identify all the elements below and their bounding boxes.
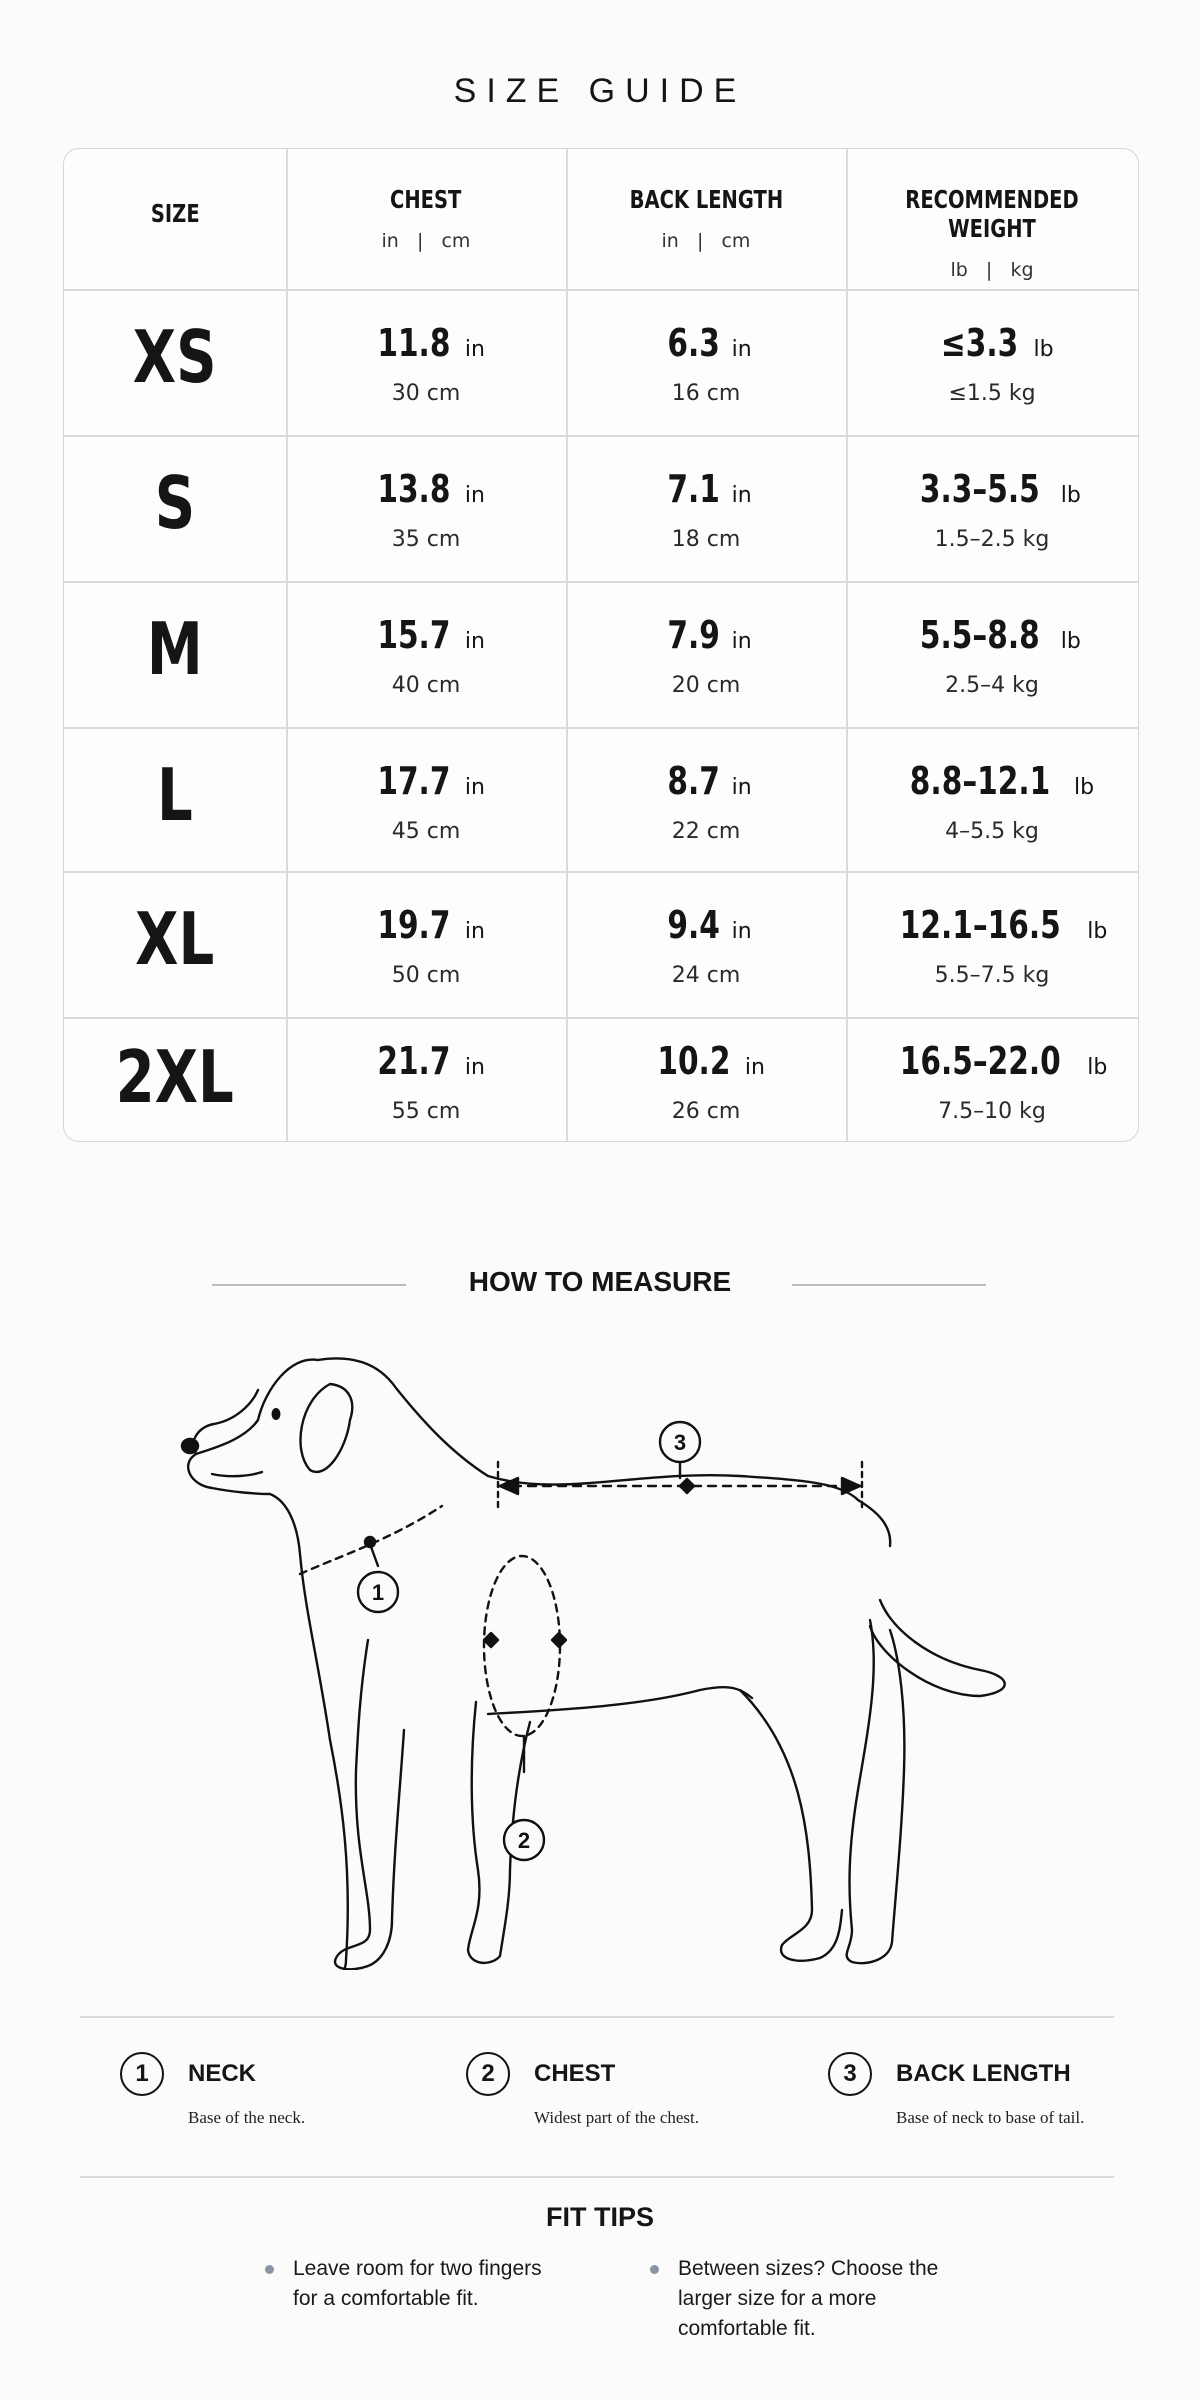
bullet-icon (650, 2265, 659, 2274)
weight-kg: 1.5–2.5 kg (934, 527, 1050, 552)
back-cell (566, 759, 846, 844)
back-cm: 20 cm (671, 673, 741, 698)
size-label: XS (133, 315, 217, 399)
unit: lb (1087, 919, 1108, 944)
row-divider (64, 871, 1138, 873)
chest-cell (286, 759, 566, 844)
unit: lb (1060, 629, 1081, 654)
fit-tip-line: for a comfortable fit. (293, 2287, 479, 2310)
chest-cell (286, 903, 566, 988)
dog-front-leg (335, 1640, 404, 1969)
dog-belly (488, 1687, 752, 1714)
back-cm: 22 cm (671, 819, 741, 844)
unit: lb (1087, 1055, 1108, 1080)
weight-cell (846, 759, 1138, 844)
size-label: 2XL (115, 1035, 235, 1119)
row-divider (64, 727, 1138, 729)
back-in: 6.3 (667, 321, 721, 365)
chest-cm: 40 cm (391, 673, 461, 698)
back-cell (566, 903, 846, 988)
unit: in (464, 919, 485, 944)
back-in: 8.7 (667, 759, 721, 803)
weight-lb: ≤3.3 (941, 321, 1019, 365)
legend-description: Widest part of the chest. (534, 2108, 700, 2127)
legend-number: 1 (120, 2052, 164, 2096)
chest-cell (286, 1039, 566, 1124)
back-cm: 18 cm (671, 527, 741, 552)
weight-kg: ≤1.5 kg (948, 381, 1036, 406)
unit: in (731, 337, 752, 362)
header-weight-label: RECOMMENDED WEIGHT (905, 185, 1079, 243)
weight-lb: 12.1–16.5 (899, 903, 1061, 947)
fit-tip (293, 2254, 542, 2314)
size-label: XL (135, 897, 215, 981)
unit: in (464, 483, 485, 508)
header-size (64, 199, 286, 228)
back-in: 10.2 (657, 1039, 731, 1083)
page-title: SIZE GUIDE (453, 72, 747, 110)
svg-text:3: 3 (673, 1430, 687, 1455)
legend-number: 2 (466, 2052, 510, 2096)
weight-kg: 4–5.5 kg (945, 819, 1039, 844)
header-back-length (566, 185, 846, 252)
weight-cell (846, 467, 1138, 552)
unit: lb (1060, 483, 1081, 508)
header-chest (286, 185, 566, 252)
back-cm: 26 cm (671, 1099, 741, 1124)
svg-text:2: 2 (517, 1828, 531, 1853)
chest-in: 21.7 (377, 1039, 451, 1083)
dog-measure-diagram (0, 1330, 1200, 1970)
chest-cell (286, 467, 566, 552)
fit-tip-line: Between sizes? Choose the (678, 2257, 939, 2280)
fit-tips-title: FIT TIPS (546, 2202, 654, 2232)
unit: lb (1033, 337, 1054, 362)
back-in: 9.4 (667, 903, 721, 947)
unit: in (731, 629, 752, 654)
back-in: 7.9 (667, 613, 721, 657)
unit: in (731, 919, 752, 944)
chest-point-left (484, 1633, 498, 1647)
weight-cell (846, 903, 1138, 988)
size-label: S (154, 461, 196, 545)
back-cell (566, 613, 846, 698)
weight-cell (846, 613, 1138, 698)
chest-cm: 50 cm (391, 963, 461, 988)
chest-cm: 30 cm (391, 381, 461, 406)
weight-lb: 16.5–22.0 (899, 1039, 1061, 1083)
fit-tip-line: comfortable fit. (678, 2317, 816, 2340)
row-divider (64, 289, 1138, 291)
header-size-label: SIZE (150, 199, 200, 228)
marker-1 (358, 1572, 398, 1612)
how-to-measure-title: HOW TO MEASURE (468, 1266, 732, 1297)
marker-3 (660, 1422, 700, 1462)
divider (80, 2176, 1114, 2178)
header-weight-units: lb | kg (950, 259, 1034, 281)
back-cm: 24 cm (671, 963, 741, 988)
chest-in: 17.7 (377, 759, 451, 803)
dog-outline (188, 1360, 348, 1970)
back-cell (566, 321, 846, 406)
unit: lb (1074, 775, 1095, 800)
header-back-length-label: BACK LENGTH (629, 185, 783, 214)
unit: in (731, 775, 752, 800)
chest-in: 15.7 (377, 613, 451, 657)
header-back-length-units: in | cm (661, 230, 751, 252)
dog-nose (182, 1439, 198, 1453)
bullet-icon (265, 2265, 274, 2274)
size-label: M (147, 607, 203, 691)
dog-tail (870, 1600, 1005, 1696)
back-in: 7.1 (667, 467, 721, 511)
dog-hind-leg-back (847, 1620, 905, 1963)
legend-description: Base of neck to base of tail. (896, 2108, 1085, 2127)
chest-cell (286, 613, 566, 698)
chest-in: 13.8 (377, 467, 451, 511)
weight-lb: 3.3–5.5 (920, 467, 1040, 511)
row-divider (64, 435, 1138, 437)
chest-in: 19.7 (377, 903, 451, 947)
chest-point-right (552, 1633, 566, 1647)
fit-tip (678, 2254, 938, 2344)
header-weight (846, 185, 1138, 281)
legend-label: BACK LENGTH (896, 2060, 1071, 2087)
dog-eye (272, 1408, 281, 1420)
weight-cell (846, 1039, 1138, 1124)
size-label: L (157, 753, 193, 837)
back-length-point (680, 1479, 694, 1493)
weight-cell (846, 321, 1138, 406)
chest-cm: 45 cm (391, 819, 461, 844)
weight-kg: 7.5–10 kg (938, 1099, 1046, 1124)
fit-tip-line: larger size for a more (678, 2287, 877, 2310)
unit: in (744, 1055, 765, 1080)
fit-tip-line: Leave room for two fingers (293, 2257, 542, 2280)
chest-measure-ellipse (484, 1556, 560, 1736)
legend-label: CHEST (534, 2060, 616, 2087)
size-table (63, 148, 1139, 1142)
unit: in (464, 775, 485, 800)
divider (80, 2016, 1114, 2018)
marker-2 (504, 1820, 544, 1860)
weight-lb: 8.8–12.1 (909, 759, 1051, 803)
header-chest-label: CHEST (390, 185, 462, 214)
header-chest-units: in | cm (381, 230, 471, 252)
chest-cell (286, 321, 566, 406)
legend-number: 3 (828, 2052, 872, 2096)
weight-kg: 5.5–7.5 kg (934, 963, 1050, 988)
chest-in: 11.8 (377, 321, 451, 365)
dog-mouth (212, 1472, 262, 1476)
chest-cm: 35 cm (391, 527, 461, 552)
unit: in (464, 1055, 485, 1080)
dog-hind-leg (740, 1690, 842, 1961)
unit: in (464, 629, 485, 654)
legend-description: Base of the neck. (188, 2108, 306, 2127)
row-divider (64, 581, 1138, 583)
back-cell (566, 467, 846, 552)
unit: in (731, 483, 752, 508)
unit: in (464, 337, 485, 362)
dog-ear (300, 1384, 352, 1472)
row-divider (64, 1017, 1138, 1019)
back-cell (566, 1039, 846, 1124)
weight-lb: 5.5–8.8 (920, 613, 1040, 657)
back-cm: 16 cm (671, 381, 741, 406)
legend-label: NECK (188, 2060, 257, 2087)
weight-kg: 2.5–4 kg (945, 673, 1039, 698)
chest-cm: 55 cm (391, 1099, 461, 1124)
svg-text:1: 1 (371, 1580, 385, 1605)
